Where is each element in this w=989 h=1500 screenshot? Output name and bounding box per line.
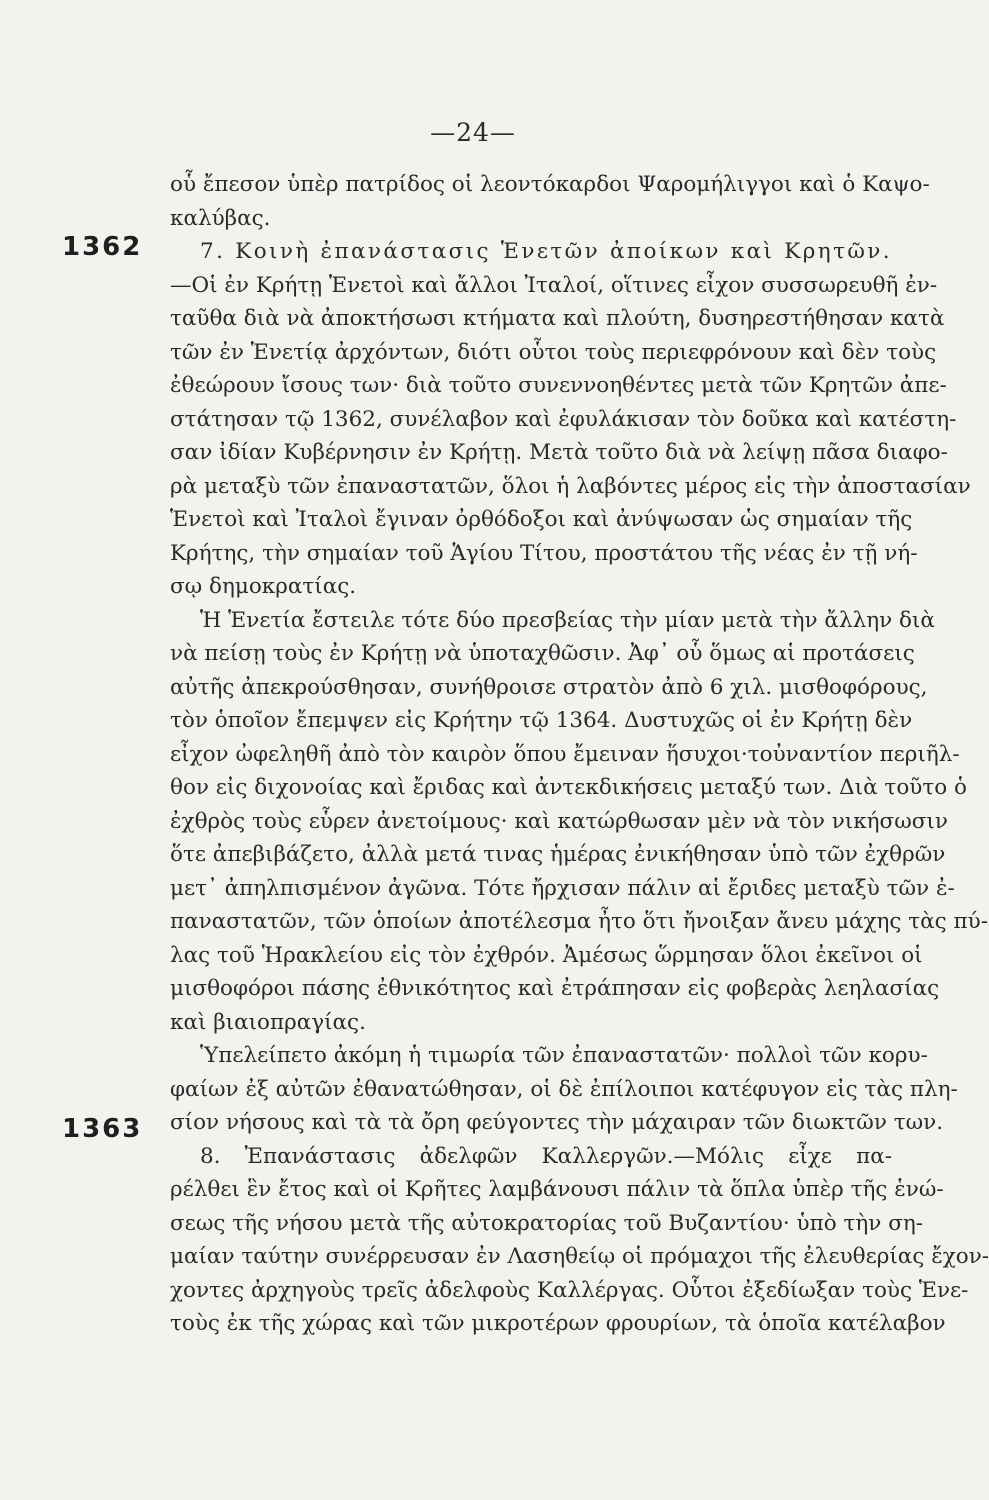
- text-line: σαν ἰδίαν Κυβέρνησιν ἐν Κρήτῃ. Μετὰ τοῦτο διὰ νὰ λείψῃ πᾶσα διαφο-: [170, 440, 948, 465]
- text-line: ἐχθρὸς τοὺς εὗρεν ἀνετοίμους· καὶ κατώρθωσαν μὲν νὰ τὸν νικήσωσιν: [170, 808, 948, 834]
- text-line: τὸν ὁποῖον ἔπεμψεν εἰς Κρήτην τῷ 1364. Δυστυχῶς οἱ ἐν Κρήτῃ δὲν: [170, 708, 913, 733]
- text-line: τῶν ἐν Ἑνετίᾳ ἀρχόντων, διότι οὗτοι τοὺς περιεφρόνουν καὶ δὲν τοὺς: [170, 339, 937, 365]
- text-line: μετ᾽ ἀπηλπισμένον ἀγῶνα. Τότε ἤρχισαν πάλιν αἱ ἔριδες μεταξὺ τῶν ἐ-: [170, 875, 955, 901]
- text-line: λας τοῦ Ἡρακλείου εἰς τὸν ἐχθρόν. Ἀμέσως ὥρμησαν ὅλοι ἐκεῖνοι οἱ: [170, 942, 923, 968]
- text-line: Ἡ Ἑνετία ἔστειλε τότε δύο πρεσβείας τὴν μίαν μετὰ τὴν ἄλλην διὰ: [200, 607, 935, 633]
- text-line: καλύβας.: [170, 205, 271, 231]
- text-line: αὐτῆς ἀπεκρούσθησαν, συνήθροισε στρατὸν ἀπὸ 6 χιλ. μισθοφόρους,: [170, 674, 928, 700]
- text-line: θον εἰς διχονοίας καὶ ἔριδας καὶ ἀντεκδικήσεις μεταξύ των. Διὰ τοῦτο ὁ: [170, 775, 967, 800]
- text-line: οὗ ἔπεσον ὑπὲρ πατρίδος οἱ λεοντόκαρδοι Ψαρομήλιγγοι καὶ ὁ Καψο-: [170, 172, 930, 197]
- text-line: τοὺς ἐκ τῆς χώρας καὶ τῶν μικροτέρων φρουρίων, τὰ ὁποῖα κατέλαβον: [170, 1311, 946, 1336]
- text-line: ρὰ μεταξὺ τῶν ἐπαναστατῶν, ὅλοι ἡ λαβόντες μέρος εἰς τὴν ἀποστασίαν: [170, 473, 971, 499]
- text-line: ρέλθει ἓν ἔτος καὶ οἱ Κρῆτες λαμβάνουσι πάλιν τὰ ὅπλα ὑπὲρ τῆς ἑνώ-: [170, 1177, 944, 1202]
- text-line: χοντες ἀρχηγοὺς τρεῖς ἀδελφοὺς Καλλέργας. Οὗτοι ἐξεδίωξαν τοὺς Ἑνε-: [170, 1277, 969, 1303]
- text-line: νὰ πείσῃ τοὺς ἐν Κρήτῃ νὰ ὑποταχθῶσιν. Ἀφ᾽ οὗ ὅμως αἱ προτάσεις: [170, 641, 915, 666]
- text-line: εἶχον ὠφεληθῆ ἀπὸ τὸν καιρὸν ὅπου ἔμειναν ἥσυχοι·τοὐναντίον περιῆλ-: [170, 741, 960, 767]
- text-line: μισθοφόροι πάσης ἐθνικότητος καὶ ἐτράπησαν εἰς φοβερὰς λεηλασίας: [170, 976, 940, 1001]
- text-line: Κρήτης, τὴν σημαίαν τοῦ Ἁγίου Τίτου, προστάτου τῆς νέας ἐν τῇ νή-: [170, 540, 918, 566]
- text-line: στάτησαν τῷ 1362, συνέλαβον καὶ ἐφυλάκισαν τὸν δοῦκα καὶ κατέστη-: [170, 406, 957, 432]
- text-line: ταῦθα διὰ νὰ ἀποκτήσωσι κτήματα καὶ πλούτη, δυσηρεστήθησαν κατὰ: [170, 306, 945, 331]
- text-line: σίον νήσους καὶ τὰ τὰ ὄρη φεύγοντες τὴν μάχαιραν τῶν διωκτῶν των.: [170, 1110, 944, 1135]
- text-line: Ὑπελείπετο ἀκόμη ἡ τιμωρία τῶν ἐπαναστατῶν· πολλοὶ τῶν κορυ-: [200, 1043, 928, 1068]
- margin-year-1363: 1363: [62, 1114, 143, 1144]
- text-line: 8. Ἐπανάστασις ἀδελφῶν Καλλεργῶν.—Μόλις εἶχε πα-: [200, 1143, 892, 1169]
- page-number: —24—: [430, 118, 516, 147]
- text-line: φαίων ἐξ αὐτῶν ἐθανατώθησαν, οἱ δὲ ἐπίλοιποι κατέφυγον εἰς τὰς πλη-: [170, 1076, 958, 1102]
- text-line: καὶ βιαιοπραγίας.: [170, 1009, 366, 1035]
- text-line: σεως τῆς νήσου μετὰ τῆς αὐτοκρατορίας τοῦ Βυζαντίου· ὑπὸ τὴν ση-: [170, 1210, 924, 1236]
- text-line: ὅτε ἀπεβιβάζετο, ἀλλὰ μετά τινας ἡμέρας ἐνικήθησαν ὑπὸ τῶν ἐχθρῶν: [170, 842, 946, 867]
- text-line: Ἑνετοὶ καὶ Ἰταλοὶ ἔγιναν ὀρθόδοξοι καὶ ἀνύψωσαν ὡς σημαίαν τῆς: [170, 507, 913, 532]
- text-line: 7. Κοινὴ ἐπανάστασις Ἑνετῶν ἀποίκων καὶ Κρητῶν.: [200, 239, 892, 264]
- body-text: [170, 168, 989, 1341]
- text-line: ἐθεώρουν ἴσους των· διὰ τοῦτο συνεννοηθέντες μετὰ τῶν Κρητῶν ἀπε-: [170, 373, 947, 398]
- text-line: μαίαν ταύτην συνέρρευσαν ἐν Λασηθείῳ οἱ πρόμαχοι τῆς ἐλευθερίας ἔχον-: [170, 1244, 989, 1269]
- margin-year-1362: 1362: [62, 232, 143, 262]
- text-line: σῳ δημοκρατίας.: [170, 574, 357, 599]
- text-line: παναστατῶν, τῶν ὁποίων ἀποτέλεσμα ἦτο ὅτι ἤνοιξαν ἄνευ μάχης τὰς πύ-: [170, 909, 989, 934]
- text-line: —Οἱ ἐν Κρήτῃ Ἑνετοὶ καὶ ἄλλοι Ἰταλοί, οἵτινες εἶχον συσσωρευθῆ ἐν-: [170, 272, 938, 298]
